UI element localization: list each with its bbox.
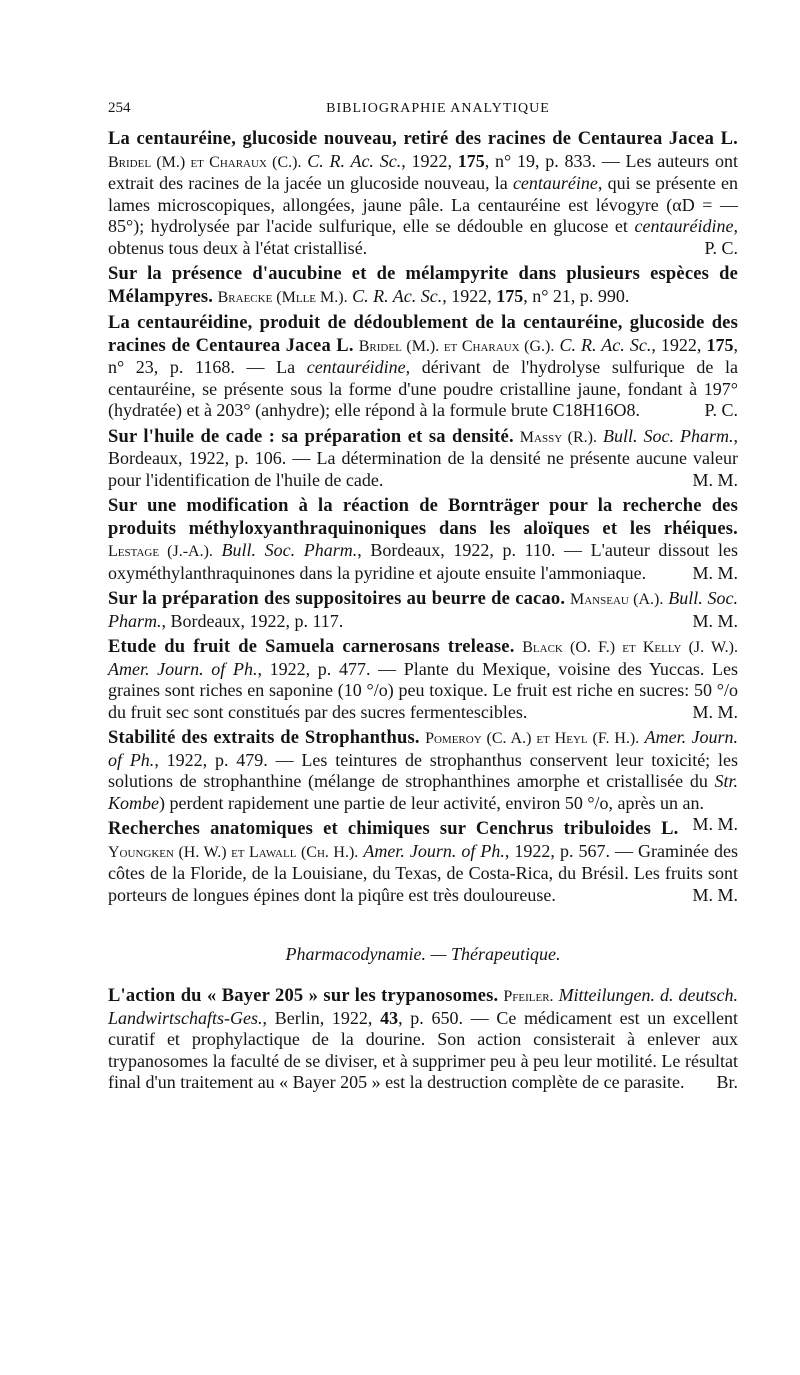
entry-authors: Lestage (J.-A.). xyxy=(108,543,213,560)
bibliography-entry xyxy=(108,818,738,906)
entry-journal: C. R. Ac. Sc. xyxy=(559,334,652,355)
entry-body: — Plante du Mexique, voisine des Yuccas. Les graines sont riches en saponine (10 °/o) peu toxique. Le fruit est riche en sucres: 50 °/o du fruit sec sont constitués par des sucres fermentescibles. xyxy=(108,658,739,722)
entry-journal: Bull. Soc. Pharm. xyxy=(221,540,358,560)
page-header xyxy=(108,100,738,128)
bibliography-entry xyxy=(108,312,738,422)
entry-authors: Manseau (A.). xyxy=(570,591,664,608)
entry-authors: Pomeroy (C. A.) et Heyl (F. H.). xyxy=(425,730,640,747)
entry-volume: 43 xyxy=(380,1007,399,1028)
entry-authors: Black (O. F.) et Kelly (J. W.). xyxy=(522,639,738,656)
entry-journal: Amer. Journ. of Ph. xyxy=(363,840,505,861)
entry-reference: , 1922, p. 567. xyxy=(504,840,610,861)
entry-reference: , p. 650. xyxy=(398,1007,463,1028)
entry-journal: C. R. Ac. Sc. xyxy=(352,285,443,306)
entry-reference: , Bordeaux, 1922, p. 106. xyxy=(108,425,739,468)
entry-reference: , Bordeaux, 1922, p. 117. xyxy=(161,610,344,631)
entry-authors: Bridel (M.). et Charaux (G.). xyxy=(358,337,555,355)
entry-reference: , 1922, p. 477. xyxy=(257,658,371,679)
entry-authors: Youngken (H. W.) et Lawall (Ch. H.). xyxy=(108,843,359,861)
entry-reference: , n° 19, p. 833. xyxy=(484,150,596,171)
entry-volume: 175 xyxy=(496,285,524,306)
entry-title: Stabilité des extraits de Strophanthus. xyxy=(108,728,420,748)
entry-title: Etude du fruit de Samuela carnerosans trelease. xyxy=(108,637,515,657)
entry-signature: P. C. xyxy=(704,237,738,258)
entry-signature: Br. xyxy=(716,1072,738,1092)
entry-journal: Bull. Soc. Pharm. xyxy=(603,425,734,446)
entry-body: — L'auteur dissout les oxyméthylanthraquinones dans la pyridine et ajoute ensuite l'ammoniaque. xyxy=(108,540,739,583)
entry-signature: M. M. xyxy=(692,562,738,583)
entry-title: Sur la présence d'aucubine et de mélampyrite dans plusieurs espèces de Mélampyres. xyxy=(108,264,738,307)
entry-body: — La détermination de la densité ne présente aucune valeur pour l'identification de l'huile de cade. xyxy=(108,448,738,490)
entry-authors: Bridel (M.) et Charaux (C.). xyxy=(108,153,302,171)
entry-journal: Bull. Soc. Pharm. xyxy=(108,588,738,631)
section-heading: Pharmacodynamie. — Thérapeutique. xyxy=(285,944,561,964)
entry-title: Recherches anatomiques et chimiques sur Cenchrus tribuloides L. xyxy=(108,819,679,839)
entry-volume: 175 xyxy=(457,150,485,171)
running-title: BIBLIOGRAPHIE ANALYTIQUE xyxy=(326,101,550,116)
entry-body: , qui se présente en lames microscopiques, allongées, jaune pâle. La centauréine est lévogyre (αD = — 85°); hydrolysée par l'acide sulfurique, elle se dédouble en glucose et xyxy=(108,173,738,236)
entry-body: — La xyxy=(234,357,307,377)
entry-signature: M. M. xyxy=(692,884,738,905)
document-page xyxy=(108,100,738,1098)
entry-reference: , 1922, p. 479. xyxy=(154,749,268,770)
page-number: 254 xyxy=(108,100,131,116)
entry-body: , dérivant de l'hydrolyse sulfurique de la centauréine, se présente sous la forme d'une poudre cristalline jaune, fondant à 197° (hydratée) et à 203° (anhydre); elle répond à la formule brute C18H16O8. xyxy=(108,357,739,420)
entry-body: — Ce médicament est un excellent curatif et prophylactique de la dourine. Son action consisterait à enlever aux trypanosomes la faculté de se diviser, et à supprimer peu à peu leur motilité. Le résultat final d'un traitement au « Bayer 205 » est la destruction complète de ce parasite. xyxy=(108,1007,738,1092)
entry-reference: , 1922, xyxy=(401,150,458,171)
entry-authors: Massy (R.). xyxy=(519,428,597,446)
entry-body: ) perdent rapidement une partie de leur activité, environ 50 °/o, après un an. xyxy=(159,792,704,813)
entry-title: L'action du « Bayer 205 » sur les trypanosomes. xyxy=(108,986,499,1006)
entry-signature: M. M. xyxy=(692,469,738,490)
entry-term: centauréine xyxy=(512,173,598,193)
bibliography-entry xyxy=(108,985,738,1094)
entry-body: , obtenus tous deux à l'état cristallisé. xyxy=(108,216,738,258)
entry-authors: Pfeiler. xyxy=(503,988,554,1005)
entry-journal: Amer. Journ. of Ph. xyxy=(108,727,739,770)
entry-body: — Les teintures de strophanthus conservent leur toxicité; les solutions de strophanthine (mélange de strophanthines amorphe et cristallisée du xyxy=(108,749,738,791)
entry-signature: M. M. xyxy=(692,610,738,631)
entry-authors: Braecke (Mlle M.). xyxy=(217,288,348,306)
entry-journal: Mitteilungen. d. deutsch. Landwirtschafts-Ges. xyxy=(108,985,739,1028)
bibliography-entry xyxy=(108,636,738,723)
entry-title: Sur une modification à la réaction de Bornträger pour la recherche des produits méthyloxyanthraquinoniques dans les aloïques et les rhéiques. xyxy=(108,496,738,539)
entry-reference: , Bordeaux, 1922, p. 110. xyxy=(357,540,556,560)
entry-title: La centauréidine, produit de dédoublement de la centauréine, glucoside des racines de Centaurea Jacea L. xyxy=(108,313,738,356)
entry-reference: , n° 21, p. 990. xyxy=(523,285,630,306)
entry-term: centauréidine xyxy=(306,357,406,377)
entry-body: — Les auteurs ont extrait des racines de la jacée un glucoside nouveau, la xyxy=(108,150,739,193)
entry-signature: M. M. xyxy=(692,701,738,722)
entry-term: centauréidine xyxy=(634,216,734,236)
bibliography-entry xyxy=(108,128,738,259)
entry-term: Str. Kombe xyxy=(108,771,738,813)
entry-title: Sur la préparation des suppositoires au beurre de cacao. xyxy=(108,589,566,609)
entry-journal: Amer. Journ. of Ph. xyxy=(108,658,258,679)
entry-journal: C. R. Ac. Sc. xyxy=(307,150,402,171)
entry-title: Sur l'huile de cade : sa préparation et sa densité. xyxy=(108,426,514,447)
entry-reference: , n° 23, p. 1168. xyxy=(108,334,738,377)
entry-reference: , 1922, xyxy=(651,334,707,355)
entry-signature: P. C. xyxy=(704,400,738,420)
bibliography-entry xyxy=(108,426,738,492)
entry-title: La centauréine, glucoside nouveau, retiré des racines de Centaurea Jacea L. xyxy=(108,129,738,149)
entry-reference: , Berlin, 1922, xyxy=(262,1007,381,1028)
bibliography-entry xyxy=(108,495,738,584)
entry-signature: M. M. xyxy=(692,814,738,834)
entry-reference: , 1922, xyxy=(442,285,497,306)
entry-body: — Graminée des côtes de la Floride, de la Louisiane, du Texas, de Costa-Rica, du Brésil. Les fruits sont porteurs de longues épines dont la piqûre est très douloureuse. xyxy=(108,840,739,905)
bibliography-entry xyxy=(108,588,738,632)
entry-volume: 175 xyxy=(706,334,734,355)
bibliography-entry xyxy=(108,263,738,308)
